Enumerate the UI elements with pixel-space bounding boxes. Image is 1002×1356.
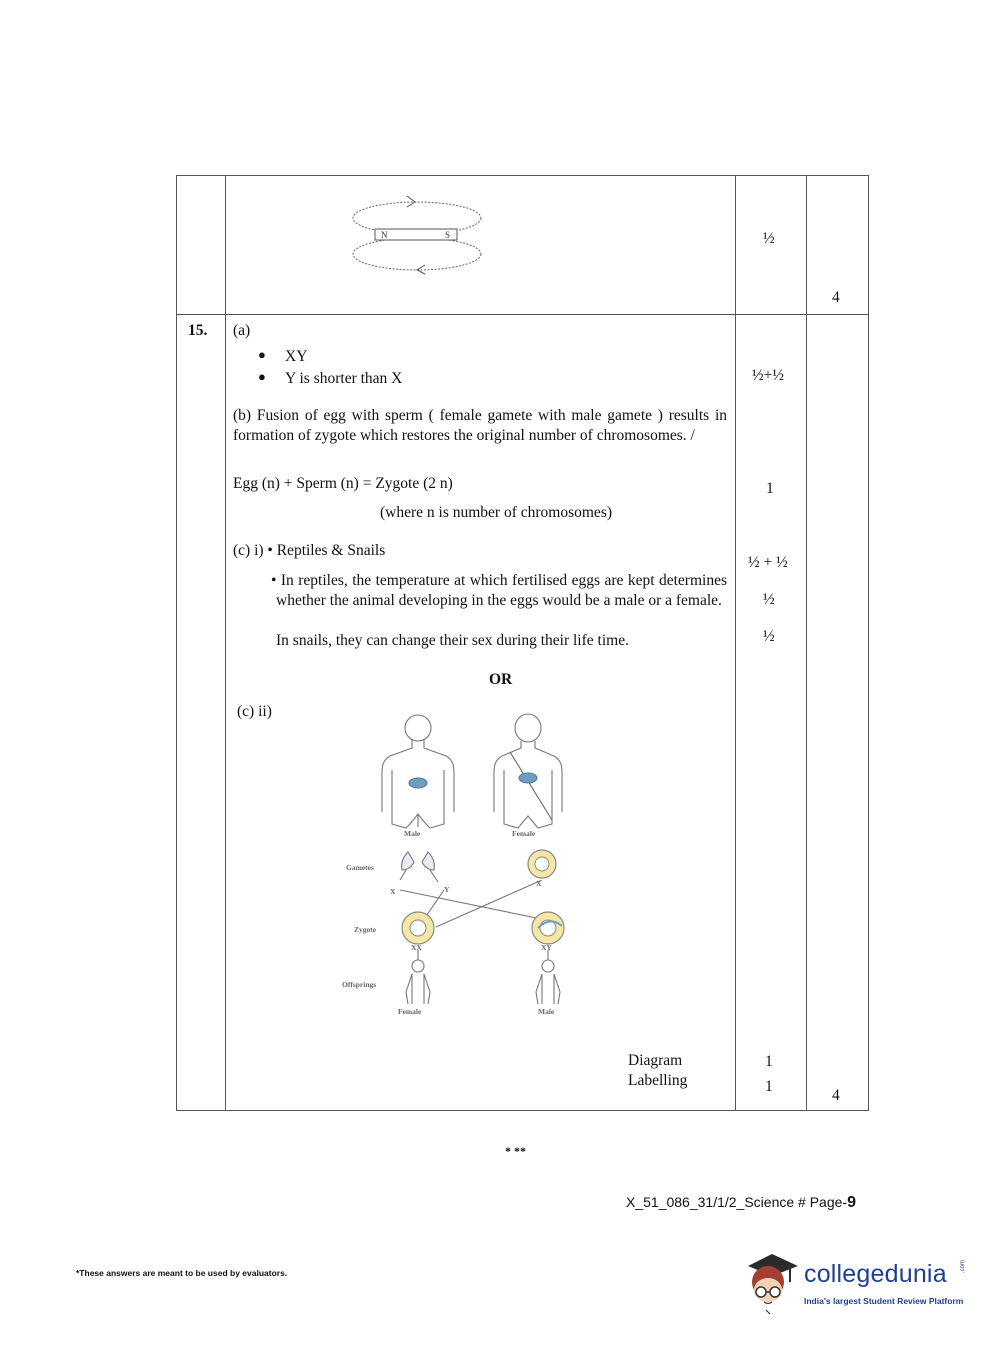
marks-c2: ½ bbox=[763, 591, 775, 608]
marks-b: 1 bbox=[766, 480, 774, 497]
question-number: 15. bbox=[188, 322, 208, 339]
label-female: Female bbox=[512, 829, 536, 838]
testis-icon bbox=[409, 778, 427, 788]
label-y-sperm: Y bbox=[444, 885, 450, 894]
label-gametes: Gametes bbox=[346, 863, 374, 872]
row2-total: 4 bbox=[832, 1087, 840, 1104]
bullet-xy: XY bbox=[285, 348, 308, 365]
magnet-south-label: S bbox=[445, 230, 451, 240]
snails-text: In snails, they can change their sex during their life time. bbox=[276, 632, 629, 649]
bullet-dot: ● bbox=[258, 369, 266, 384]
row1-total: 4 bbox=[832, 289, 840, 306]
marks-c3: ½ bbox=[763, 628, 775, 645]
label-xx: XX bbox=[411, 943, 422, 952]
label-offsprings: Offsprings bbox=[342, 980, 377, 989]
bullet-y-shorter: Y is shorter than X bbox=[285, 370, 403, 387]
diagram-label: Diagram bbox=[628, 1052, 683, 1069]
where-note: (where n is number of chromosomes) bbox=[380, 504, 613, 521]
ovary-icon bbox=[519, 773, 537, 783]
part-c1-heading: (c) i) • Reptiles & Snails bbox=[233, 542, 386, 559]
part-a-label: (a) bbox=[233, 322, 251, 339]
male-figure bbox=[382, 715, 454, 828]
marks-diagram: 1 bbox=[765, 1053, 773, 1070]
marks-labelling: 1 bbox=[765, 1078, 773, 1095]
page-number: 9 bbox=[847, 1194, 856, 1211]
evaluator-note: *These answers are meant to be used by evaluators. bbox=[76, 1268, 288, 1278]
end-stars: * ** bbox=[505, 1144, 526, 1158]
bullet-dot: ● bbox=[258, 347, 266, 362]
labelling-label: Labelling bbox=[628, 1072, 688, 1089]
mascot-icon bbox=[742, 1248, 802, 1314]
label-xy: XY bbox=[541, 943, 552, 952]
female-offspring-figure bbox=[406, 960, 430, 1004]
brand-text: collegedunia bbox=[804, 1260, 947, 1288]
brand-tagline: India's largest Student Review Platform bbox=[804, 1296, 964, 1306]
page-code bbox=[626, 1194, 856, 1212]
brand-name bbox=[804, 1260, 947, 1289]
male-offspring-figure bbox=[536, 960, 560, 1004]
part-c2-label: (c) ii) bbox=[237, 703, 272, 720]
page-code-text: X_51_086_31/1/2_Science # Page- bbox=[626, 1194, 848, 1210]
label-offspring-male: Male bbox=[538, 1007, 555, 1016]
sex-determination-diagram bbox=[330, 712, 590, 1022]
reptiles-text: • In reptiles, the temperature at which fertilised eggs are kept determines whether the animal developing in the eggs would be a male or a female. bbox=[271, 572, 727, 609]
or-separator: OR bbox=[489, 671, 513, 688]
female-figure bbox=[494, 714, 562, 828]
brand-logo bbox=[742, 1248, 972, 1318]
marks-a: ½+½ bbox=[752, 367, 784, 384]
label-offspring-female: Female bbox=[398, 1007, 422, 1016]
fertilisation-equation: Egg (n) + Sperm (n) = Zygote (2 n) bbox=[233, 475, 453, 492]
magnet-north-label: N bbox=[381, 230, 388, 240]
label-x-sperm: X bbox=[390, 887, 396, 896]
brand-com: .com bbox=[960, 1259, 966, 1273]
marks-c1: ½ + ½ bbox=[748, 554, 788, 571]
row1-marks: ½ bbox=[763, 230, 775, 247]
label-male: Male bbox=[404, 829, 421, 838]
part-b-text: (b) Fusion of egg with sperm ( female gamete with male gamete ) results in formation of zygote which restores the original number of chromosomes. / bbox=[233, 407, 727, 444]
magnet-field-diagram bbox=[345, 188, 490, 280]
label-zygote: Zygote bbox=[354, 925, 377, 934]
label-x-egg: X bbox=[536, 879, 542, 888]
